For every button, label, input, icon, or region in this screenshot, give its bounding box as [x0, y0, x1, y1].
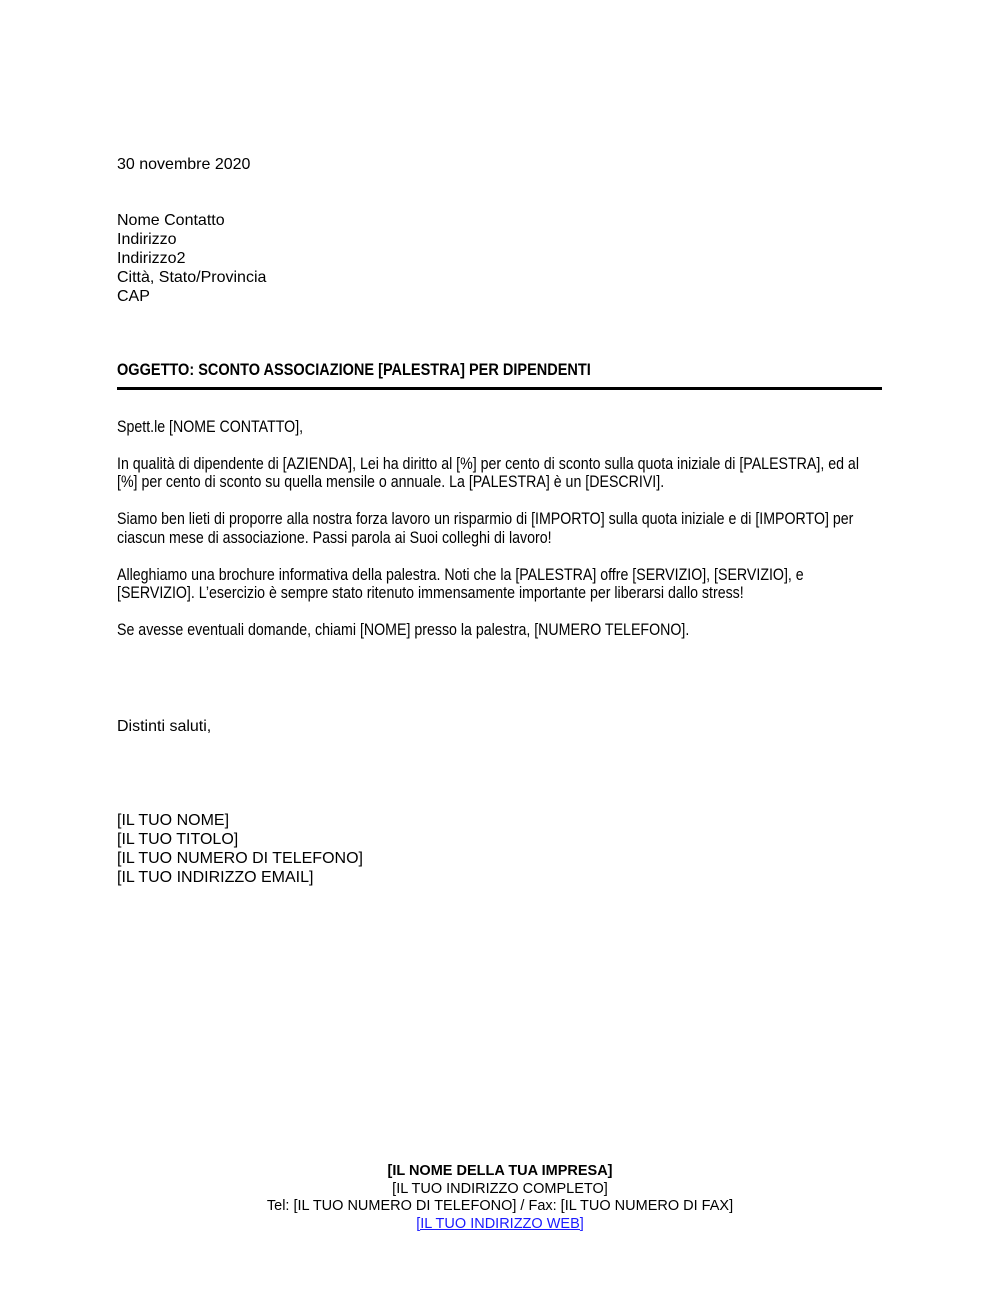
letter-body: [117, 418, 882, 640]
footer-contact: Tel: [IL TUO NUMERO DI TELEFONO] / Fax: [IL TUO NUMERO DI FAX]: [266, 1198, 734, 1214]
recipient-address-line2: Indirizzo2: [117, 250, 186, 267]
salutation: Spett.le [NOME CONTATTO],: [117, 418, 304, 436]
footer-address: [IL TUO INDIRIZZO COMPLETO]: [392, 1180, 608, 1197]
recipient-address-line1: Indirizzo: [117, 231, 177, 248]
recipient-zip: CAP: [117, 288, 150, 305]
signature-title: [IL TUO TITOLO]: [117, 831, 239, 848]
body-paragraph-1: In qualità di dipendente di [AZIENDA], Lei ha diritto al [%] per cento di sconto sulla quota iniziale di [PALESTRA], ed al [%] per cento di sconto su quella mensile o annuale. La [PALESTRA] è un [DESCRIVI].: [117, 454, 859, 492]
signature-block: [117, 811, 363, 887]
body-paragraph-3: Alleghiamo una brochure informativa della palestra. Noti che la [PALESTRA] offre [SERVIZIO], [SERVIZIO], e [SERVIZIO]. L’esercizio è sempre stato ritenuto immensamente importante per liberarsi dallo stress!: [117, 565, 804, 603]
body-paragraph-4: Se avesse eventuali domande, chiami [NOME] presso la palestra, [NUMERO TELEFONO].: [117, 620, 690, 639]
recipient-city: Città, Stato/Provincia: [117, 269, 267, 286]
body-paragraph-2: Siamo ben lieti di proporre alla nostra forza lavoro un risparmio di [IMPORTO] sulla quota iniziale e di [IMPORTO] per ciascun mese di associazione. Passi parola ai Suoi colleghi di lavoro!: [117, 510, 854, 547]
closing: [117, 717, 211, 736]
subject-divider: [117, 387, 882, 390]
footer-company: [IL NOME DELLA TUA IMPRESA]: [387, 1163, 613, 1179]
letter-date: [117, 155, 250, 174]
signature-email: [IL TUO INDIRIZZO EMAIL]: [117, 869, 314, 886]
recipient-address: [117, 211, 266, 306]
signature-name: [IL TUO NOME]: [117, 812, 230, 829]
letterhead-footer: [0, 1163, 1000, 1233]
closing-text: Distinti saluti,: [117, 718, 212, 735]
signature-phone: [IL TUO NUMERO DI TELEFONO]: [117, 850, 363, 867]
subject-line: OGGETTO: SCONTO ASSOCIAZIONE [PALESTRA] PER DIPENDENTI: [117, 361, 591, 379]
recipient-name: Nome Contatto: [117, 212, 225, 229]
date-text: 30 novembre 2020: [117, 156, 251, 173]
footer-web-link[interactable]: [IL TUO INDIRIZZO WEB]: [416, 1215, 584, 1232]
